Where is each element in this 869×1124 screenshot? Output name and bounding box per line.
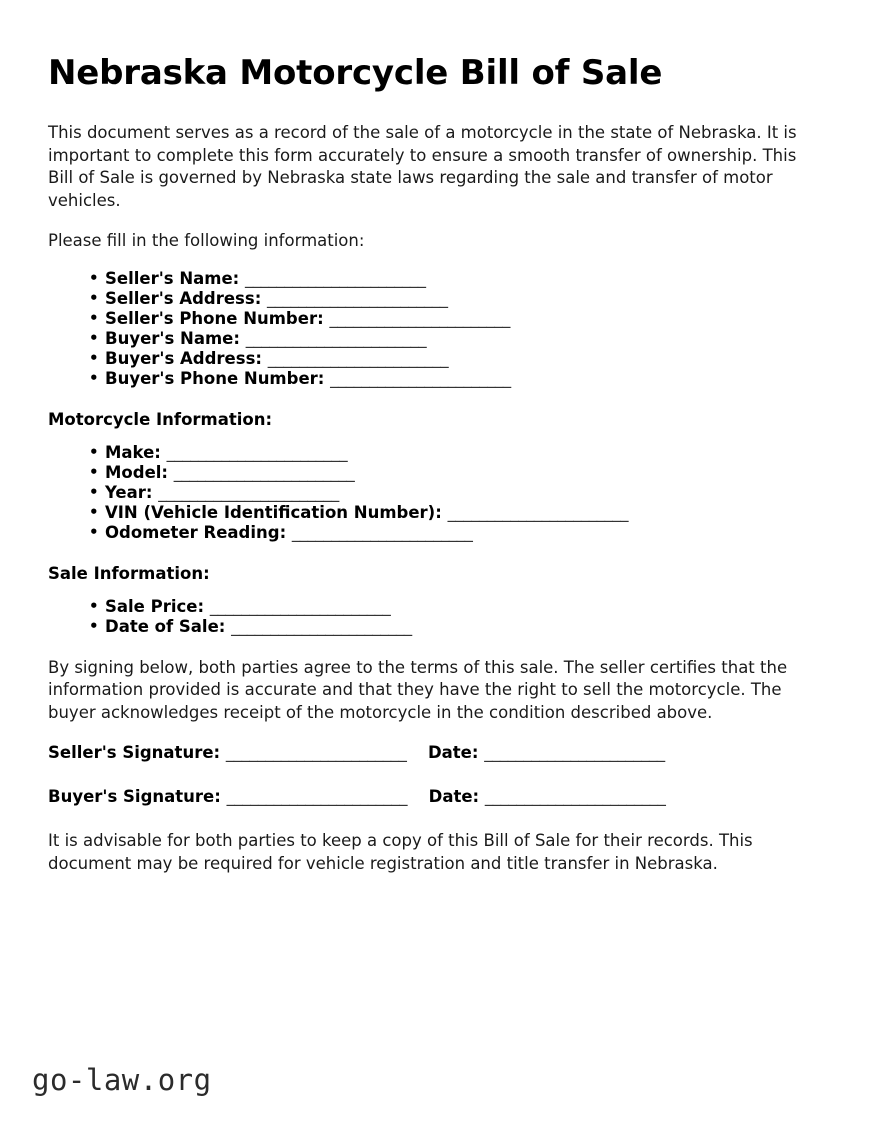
- field-blank[interactable]: _______________________: [231, 616, 412, 636]
- list-item: [89, 269, 823, 289]
- signature-blank[interactable]: _______________________: [226, 787, 408, 806]
- field-label: VIN (Vehicle Identification Number):: [105, 502, 442, 522]
- field-label: Seller's Name:: [105, 268, 240, 288]
- field-blank[interactable]: _______________________: [209, 596, 391, 616]
- signature-label: Buyer's Signature:: [48, 787, 221, 806]
- field-label: Year:: [105, 482, 153, 502]
- list-item: [89, 597, 823, 617]
- field-label: Buyer's Phone Number:: [105, 368, 325, 388]
- instruction-text: Please fill in the following information:: [48, 231, 365, 250]
- field-blank[interactable]: _______________________: [245, 268, 426, 288]
- field-blank[interactable]: _______________________: [166, 442, 348, 462]
- footer-brand-watermark: go-law.org: [32, 1063, 212, 1097]
- field-label: Seller's Address:: [105, 288, 262, 308]
- motorcycle-section-heading: Motorcycle Information:: [48, 409, 273, 429]
- date-blank[interactable]: _______________________: [484, 787, 666, 806]
- list-item: [89, 369, 823, 389]
- list-item: [89, 617, 823, 637]
- field-label: Buyer's Name:: [105, 328, 240, 348]
- list-item: [89, 309, 823, 329]
- field-label: Odometer Reading:: [105, 522, 287, 542]
- field-blank[interactable]: _______________________: [245, 328, 427, 348]
- list-item: [89, 503, 823, 523]
- seller-signature-row: [48, 742, 823, 764]
- parties-field-list: [48, 269, 823, 389]
- signature-label: Seller's Signature:: [48, 743, 221, 762]
- motorcycle-field-list: [48, 443, 823, 543]
- field-blank[interactable]: _______________________: [267, 288, 448, 308]
- list-item: [89, 463, 823, 483]
- date-label: Date:: [428, 787, 480, 806]
- signature-blank[interactable]: _______________________: [225, 743, 407, 762]
- list-item: [89, 289, 823, 309]
- page-title: Nebraska Motorcycle Bill of Sale: [48, 53, 663, 93]
- date-label: Date:: [427, 743, 479, 762]
- list-item: [89, 329, 823, 349]
- field-label: Model:: [105, 462, 169, 482]
- advisory-paragraph: It is advisable for both parties to keep a copy of this Bill of Sale for their records. This document may be required for vehicle registration and title transfer in Nebraska.: [48, 831, 753, 873]
- list-item: [89, 483, 823, 503]
- list-item: [89, 523, 823, 543]
- field-blank[interactable]: _______________________: [330, 368, 511, 388]
- field-label: Make:: [105, 442, 161, 462]
- sale-field-list: [48, 597, 823, 637]
- field-blank[interactable]: _______________________: [173, 462, 355, 482]
- field-label: Seller's Phone Number:: [105, 308, 324, 328]
- list-item: [89, 443, 823, 463]
- field-blank[interactable]: _______________________: [158, 482, 339, 502]
- field-blank[interactable]: _______________________: [447, 502, 629, 522]
- document-content: [48, 52, 823, 893]
- date-blank[interactable]: _______________________: [484, 743, 665, 762]
- field-label: Buyer's Address:: [105, 348, 262, 368]
- field-label: Sale Price:: [105, 596, 205, 616]
- field-blank[interactable]: _______________________: [291, 522, 473, 542]
- sale-section-heading: Sale Information:: [48, 563, 210, 583]
- field-label: Date of Sale:: [105, 616, 226, 636]
- list-item: [89, 349, 823, 369]
- certification-paragraph: By signing below, both parties agree to the terms of this sale. The seller certifies that the information provided is accurate and that they have the right to sell the motorcycle. The buyer acknowledges receipt of the motorcycle in the condition described above.: [48, 657, 788, 722]
- field-blank[interactable]: _______________________: [267, 348, 449, 368]
- field-blank[interactable]: _______________________: [329, 308, 510, 328]
- buyer-signature-row: [48, 786, 823, 808]
- intro-paragraph: This document serves as a record of the sale of a motorcycle in the state of Nebraska. It is important to complete this form accurately to ensure a smooth transfer of ownership. This Bill of Sale is governed by Nebraska state laws regarding the sale and transfer of motor vehicles.: [48, 123, 797, 210]
